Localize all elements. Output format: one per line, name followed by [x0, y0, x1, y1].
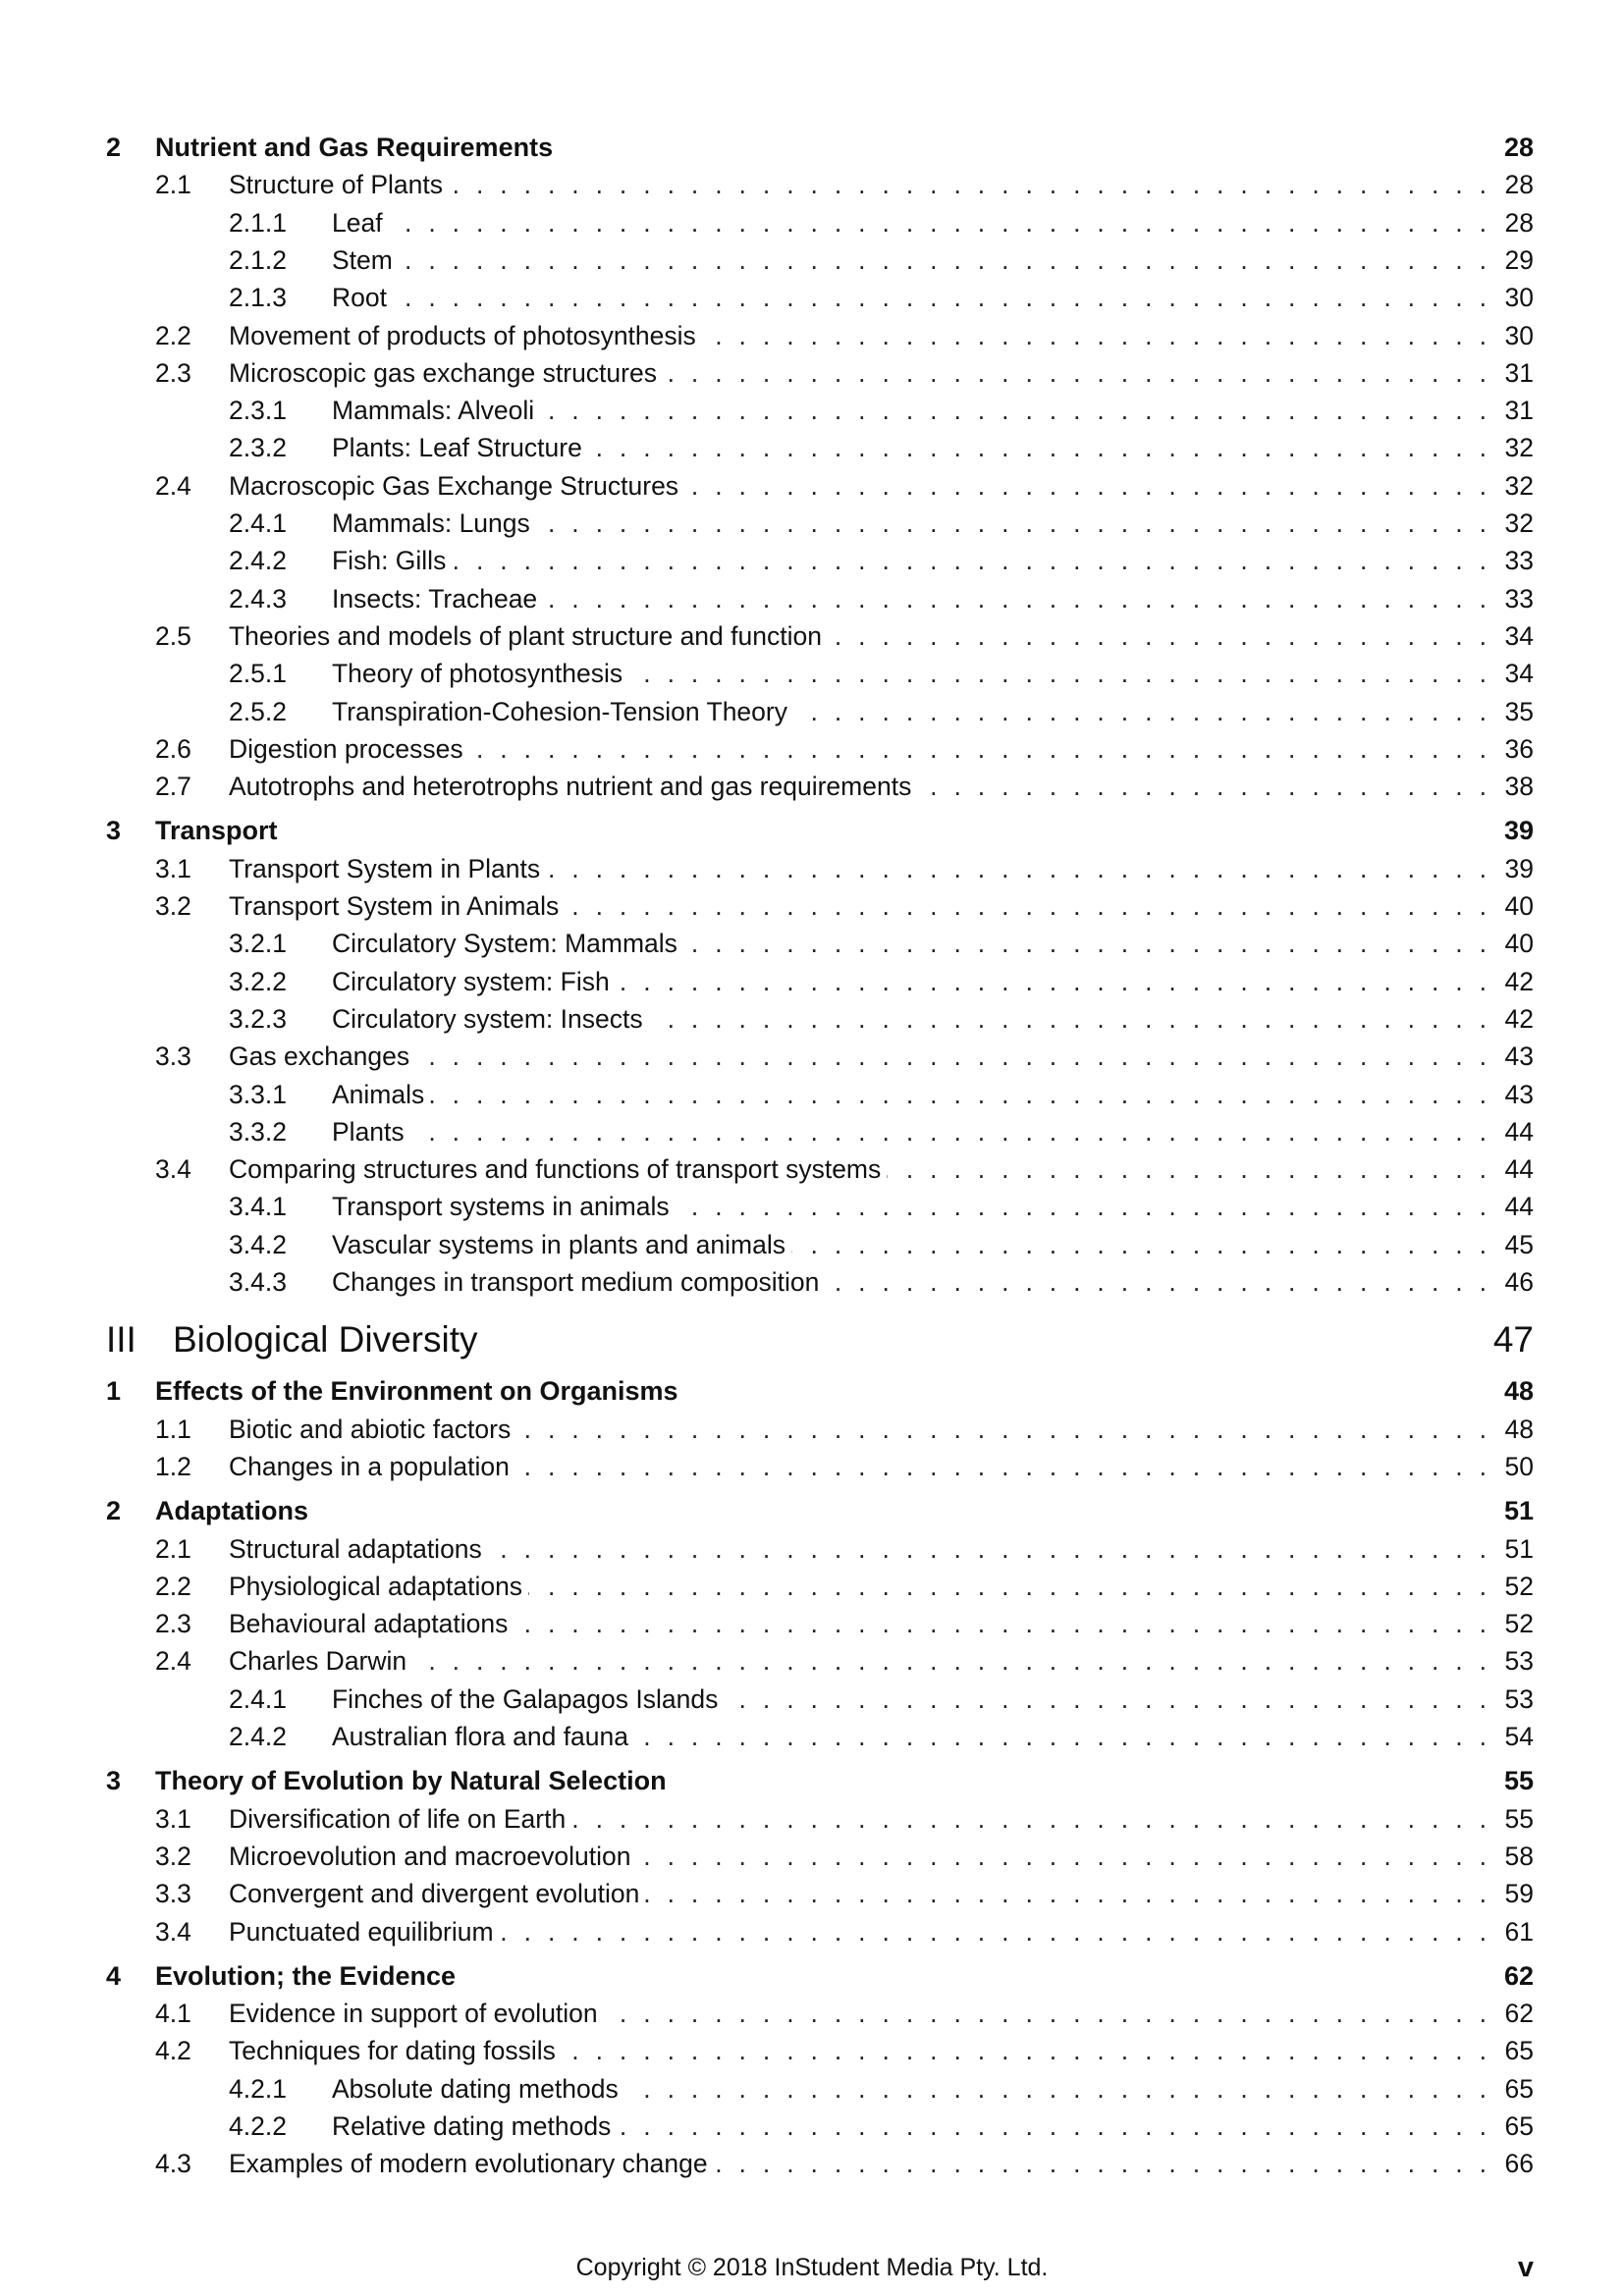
- toc-entry-page: 48: [1503, 1376, 1534, 1407]
- toc-entry-title: Transport System in Animals: [229, 887, 565, 925]
- toc-subsection-row[interactable]: [0, 925, 1624, 962]
- toc-chapter-row[interactable]: [0, 1957, 1624, 1995]
- toc-entry-number: 2.5.2: [229, 696, 287, 726]
- toc-entry-number: 2.3: [155, 357, 191, 388]
- toc-entry-page: 28: [1504, 207, 1534, 238]
- toc-entry-title: Physiological adaptations: [229, 1568, 528, 1605]
- toc-entry-title: Fish: Gills: [332, 542, 452, 579]
- toc-entry-title: Animals: [332, 1076, 430, 1113]
- toc-chapter-row[interactable]: [0, 1492, 1624, 1529]
- toc-entry-page: 53: [1504, 1683, 1534, 1714]
- toc-entry-page: 66: [1504, 2149, 1534, 2179]
- toc-part-row[interactable]: [0, 1314, 1624, 1365]
- toc-entry-title: Nutrient and Gas Requirements: [155, 129, 559, 166]
- toc-entry-title: Transport systems in animals: [332, 1188, 676, 1225]
- toc-entry-title: Relative dating methods: [332, 2108, 617, 2145]
- toc-section-row[interactable]: [0, 1411, 1624, 1448]
- toc-entry-number: 2.2: [155, 1571, 191, 1601]
- toc-entry-page: 36: [1504, 733, 1534, 764]
- toc-entry-title: Examples of modern evolutionary change: [229, 2145, 714, 2182]
- toc-entry-title: Microevolution and macroevolution: [229, 1838, 637, 1875]
- toc-entry-page: 47: [1492, 1319, 1534, 1361]
- toc-subsection-row[interactable]: [0, 429, 1624, 466]
- toc-entry-number: 2.1: [155, 170, 191, 200]
- toc-section-row[interactable]: [0, 1800, 1624, 1838]
- toc-entry-page: 52: [1504, 1609, 1534, 1639]
- toc-section-row[interactable]: [0, 1150, 1624, 1188]
- toc-entry-number: 2.5: [155, 620, 191, 651]
- toc-entry-page: 42: [1504, 1003, 1534, 1034]
- toc-entry-number: 3.4: [155, 1154, 191, 1185]
- toc-entry-title: Transpiration-Cohesion-Tension Theory: [332, 693, 793, 730]
- toc-entry-page: 39: [1504, 853, 1534, 883]
- toc-entry-page: 65: [1504, 2073, 1534, 2104]
- toc-entry-title: Finches of the Galapagos Islands: [332, 1681, 724, 1718]
- toc-entry-number: 2.1.1: [229, 207, 287, 238]
- toc-entry-page: 32: [1504, 470, 1534, 501]
- toc-entry-number: 2.1.2: [229, 244, 287, 275]
- toc-section-row[interactable]: [0, 887, 1624, 925]
- toc-entry-title: Autotrophs and heterotrophs nutrient and gas requirements: [229, 768, 917, 805]
- toc-entry-title: Convergent and divergent evolution: [229, 1875, 645, 1912]
- toc-entry-page: 30: [1504, 283, 1534, 313]
- toc-entry-page: 65: [1504, 2111, 1534, 2141]
- toc-entry-title: Gas exchanges: [229, 1038, 415, 1075]
- toc-entry-number: 4.3: [155, 2149, 191, 2179]
- toc-subsection-row[interactable]: [0, 505, 1624, 542]
- toc-entry-title: Macroscopic Gas Exchange Structures: [229, 467, 684, 505]
- toc-subsection-row[interactable]: [0, 2108, 1624, 2145]
- toc-entry-page: 28: [1504, 170, 1534, 200]
- toc-entry-title: Circulatory System: Mammals: [332, 925, 683, 962]
- toc-entry-number: 2.4.1: [229, 1683, 287, 1714]
- toc-entry-title: Digestion processes: [229, 730, 469, 768]
- toc-section-row[interactable]: [0, 1530, 1624, 1568]
- toc-entry-page: 29: [1504, 244, 1534, 275]
- toc-entry-title: Evolution; the Evidence: [155, 1957, 461, 1995]
- toc-entry-number: 3.2.1: [229, 929, 287, 959]
- toc-section-row[interactable]: [0, 1038, 1624, 1075]
- toc-entry-number: 2.4.2: [229, 546, 287, 576]
- toc-entry-page: 35: [1504, 696, 1534, 726]
- dot-leader: [332, 204, 1487, 241]
- toc-entry-title: Evidence in support of evolution: [229, 1995, 604, 2032]
- toc-entry-title: Theory of Evolution by Natural Selection: [155, 1762, 673, 1799]
- toc-entry-number: 3.3.1: [229, 1079, 287, 1109]
- toc-subsection-row[interactable]: [0, 1076, 1624, 1113]
- toc-entry-title: Plants: [332, 1113, 410, 1150]
- toc-section-row[interactable]: [0, 1568, 1624, 1605]
- toc-section-row[interactable]: [0, 850, 1624, 887]
- toc-entry-number: 3.1: [155, 1803, 191, 1834]
- toc-entry-title: Transport: [155, 812, 284, 849]
- toc-section-row[interactable]: [0, 354, 1624, 392]
- toc-subsection-row[interactable]: [0, 1718, 1624, 1755]
- toc-entry-number: 3.4.2: [229, 1229, 287, 1259]
- toc-entry-number: 3.2.2: [229, 966, 287, 996]
- toc-entry-page: 44: [1504, 1116, 1534, 1147]
- toc-section-row[interactable]: [0, 730, 1624, 768]
- toc-entry-page: 39: [1503, 816, 1534, 846]
- toc-entry-page: 34: [1504, 659, 1534, 689]
- toc-entry-number: III: [106, 1319, 136, 1361]
- toc-entry-number: 3.4.3: [229, 1267, 287, 1297]
- toc-entry-number: 3.2.3: [229, 1003, 287, 1034]
- toc-entry-number: 2.7: [155, 772, 191, 802]
- toc-entry-title: Root: [332, 279, 393, 316]
- toc-entry-page: 40: [1504, 891, 1534, 921]
- toc-subsection-row[interactable]: [0, 1226, 1624, 1263]
- toc-subsection-row[interactable]: [0, 1188, 1624, 1225]
- toc-section-row[interactable]: [0, 1875, 1624, 1912]
- toc-entry-title: Adaptations: [155, 1492, 314, 1529]
- toc-chapter-row[interactable]: [0, 129, 1624, 166]
- toc-entry-title: Charles Darwin: [229, 1642, 412, 1680]
- toc-entry-page: 51: [1503, 1496, 1534, 1526]
- toc-entry-number: 3.2: [155, 1841, 191, 1871]
- toc-section-row[interactable]: [0, 317, 1624, 354]
- toc-entry-number: 2.1.3: [229, 283, 287, 313]
- toc-entry-number: 2.3: [155, 1609, 191, 1639]
- toc-entry-title: Stem: [332, 241, 399, 279]
- toc-section-row[interactable]: [0, 617, 1624, 655]
- toc-entry-title: Biological Diversity: [173, 1314, 484, 1365]
- toc-section-row[interactable]: [0, 768, 1624, 805]
- toc-entry-page: 46: [1504, 1267, 1534, 1297]
- toc-subsection-row[interactable]: [0, 963, 1624, 1000]
- toc-entry-number: 1: [106, 1376, 122, 1407]
- toc-entry-number: 4.2: [155, 2036, 191, 2066]
- toc-entry-number: 2: [106, 1496, 122, 1526]
- toc-entry-number: 2.4: [155, 1646, 191, 1677]
- toc-subsection-row[interactable]: [0, 1113, 1624, 1150]
- toc-entry-page: 55: [1504, 1803, 1534, 1834]
- toc-entry-title: Mammals: Lungs: [332, 505, 536, 542]
- toc-entry-number: 2.6: [155, 733, 191, 764]
- dot-leader: [332, 1076, 1487, 1113]
- toc-subsection-row[interactable]: [0, 392, 1624, 429]
- toc-entry-title: Theories and models of plant structure and function: [229, 617, 828, 655]
- toc-entry-page: 45: [1504, 1229, 1534, 1259]
- toc-entry-number: 3: [106, 816, 122, 846]
- dot-leader: [229, 1038, 1487, 1075]
- toc-entry-number: 4.2.1: [229, 2073, 287, 2104]
- toc-section-row[interactable]: [0, 2145, 1624, 2182]
- toc-entry-number: 2.3.1: [229, 396, 287, 426]
- toc-section-row[interactable]: [0, 1913, 1624, 1950]
- toc-entry-page: 28: [1503, 133, 1534, 162]
- toc-subsection-row[interactable]: [0, 542, 1624, 579]
- toc-entry-title: Mammals: Alveoli: [332, 392, 540, 429]
- dot-leader: [332, 1113, 1487, 1150]
- toc-entry-title: Transport System in Plants: [229, 850, 546, 887]
- toc-section-row[interactable]: [0, 1995, 1624, 2032]
- toc-entry-page: 34: [1504, 620, 1534, 651]
- toc-entry-page: 51: [1504, 1533, 1534, 1564]
- page-number: v: [1517, 2252, 1534, 2283]
- toc-entry-number: 4.1: [155, 1999, 191, 2029]
- toc-entry-number: 3.3: [155, 1879, 191, 1909]
- toc-entry-number: 1.1: [155, 1414, 191, 1444]
- toc-entry-title: Effects of the Environment on Organisms: [155, 1372, 684, 1410]
- toc-subsection-row[interactable]: [0, 1681, 1624, 1718]
- toc-entry-page: 62: [1503, 1960, 1534, 1991]
- toc-subsection-row[interactable]: [0, 580, 1624, 617]
- toc-entry-page: 42: [1504, 966, 1534, 996]
- toc-subsection-row[interactable]: [0, 693, 1624, 730]
- toc-entry-number: 4.2.2: [229, 2111, 287, 2141]
- toc-entry-title: Structural adaptations: [229, 1530, 488, 1568]
- toc-entry-page: 43: [1504, 1079, 1534, 1109]
- toc-entry-title: Punctuated equilibrium: [229, 1913, 500, 1950]
- toc-entry-page: 32: [1504, 433, 1534, 463]
- toc-entry-title: Behavioural adaptations: [229, 1605, 514, 1642]
- toc-entry-number: 3.3: [155, 1041, 191, 1072]
- toc-entry-page: 44: [1504, 1154, 1534, 1185]
- toc-entry-number: 2.4.1: [229, 508, 287, 538]
- toc-section-row[interactable]: [0, 1838, 1624, 1875]
- toc-entry-page: 53: [1504, 1646, 1534, 1677]
- toc-entry-title: Techniques for dating fossils: [229, 2032, 562, 2069]
- toc-entry-page: 50: [1504, 1451, 1534, 1481]
- toc-entry-title: Circulatory system: Fish: [332, 963, 616, 1000]
- toc-entry-page: 65: [1504, 2036, 1534, 2066]
- toc-chapter-row[interactable]: [0, 812, 1624, 849]
- toc-entry-title: Structure of Plants: [229, 166, 449, 203]
- toc-entry-page: 43: [1504, 1041, 1534, 1072]
- toc-subsection-row[interactable]: [0, 204, 1624, 241]
- toc-entry-title: Absolute dating methods: [332, 2070, 624, 2108]
- toc-entry-page: 58: [1504, 1841, 1534, 1871]
- toc-entry-number: 2: [106, 133, 122, 162]
- toc-entry-page: 38: [1504, 772, 1534, 802]
- toc-entry-number: 2.4: [155, 470, 191, 501]
- toc-entry-page: 48: [1504, 1414, 1534, 1444]
- toc-entry-page: 40: [1504, 929, 1534, 959]
- toc-section-row[interactable]: [0, 2032, 1624, 2069]
- toc-entry-number: 3.4.1: [229, 1192, 287, 1222]
- dot-leader: [332, 542, 1487, 579]
- toc-entry-number: 3.2: [155, 891, 191, 921]
- toc-entry-number: 2.5.1: [229, 659, 287, 689]
- toc-entry-title: Circulatory system: Insects: [332, 1000, 649, 1038]
- toc-entry-title: Microscopic gas exchange structures: [229, 354, 663, 392]
- toc-entry-title: Insects: Tracheae: [332, 580, 543, 617]
- toc-subsection-row[interactable]: [0, 1000, 1624, 1038]
- toc-entry-page: 61: [1504, 1916, 1534, 1947]
- toc-entry-number: 3.1: [155, 853, 191, 883]
- toc-chapter-row[interactable]: [0, 1372, 1624, 1410]
- toc-entry-page: 33: [1504, 583, 1534, 614]
- toc-entry-number: 1.2: [155, 1451, 191, 1481]
- toc-entry-title: Plants: Leaf Structure: [332, 429, 588, 466]
- toc-section-row[interactable]: [0, 1605, 1624, 1642]
- toc-entry-title: Movement of products of photosynthesis: [229, 317, 702, 354]
- toc-entry-title: Australian flora and fauna: [332, 1718, 634, 1755]
- toc-subsection-row[interactable]: [0, 1263, 1624, 1301]
- toc-entry-page: 32: [1504, 508, 1534, 538]
- toc-entry-number: 2.2: [155, 320, 191, 350]
- toc-entry-page: 52: [1504, 1571, 1534, 1601]
- toc-section-row[interactable]: [0, 1642, 1624, 1680]
- toc-entry-number: 4: [106, 1960, 122, 1991]
- toc-entry-page: 62: [1504, 1999, 1534, 2029]
- toc-entry-page: 30: [1504, 320, 1534, 350]
- dot-leader: [332, 279, 1487, 316]
- toc-entry-title: Leaf: [332, 204, 389, 241]
- toc-entry-title: Vascular systems in plants and animals: [332, 1226, 791, 1263]
- toc-entry-number: 3.4: [155, 1916, 191, 1947]
- toc-entry-page: 31: [1504, 396, 1534, 426]
- dot-leader: [332, 241, 1487, 279]
- toc-entry-page: 54: [1504, 1722, 1534, 1751]
- toc-section-row[interactable]: [0, 1448, 1624, 1485]
- toc-subsection-row[interactable]: [0, 241, 1624, 279]
- toc-chapter-row[interactable]: [0, 1762, 1624, 1799]
- toc-entry-page: 55: [1503, 1766, 1534, 1796]
- toc-entry-number: 2.4.2: [229, 1722, 287, 1751]
- toc-entry-title: Biotic and abiotic factors: [229, 1411, 516, 1448]
- toc-entry-title: Changes in a population: [229, 1448, 515, 1485]
- toc-entry-number: 2.4.3: [229, 583, 287, 614]
- toc-entry-page: 31: [1504, 357, 1534, 388]
- copyright-text: Copyright © 2018 InStudent Media Pty. Ltd.: [575, 2254, 1049, 2281]
- toc-entry-title: Diversification of life on Earth: [229, 1800, 571, 1838]
- toc-subsection-row[interactable]: [0, 655, 1624, 692]
- page-footer: [0, 2248, 1624, 2287]
- toc-subsection-row[interactable]: [0, 2070, 1624, 2108]
- toc-entry-title: Theory of photosynthesis: [332, 655, 628, 692]
- toc-entry-number: 2.3.2: [229, 433, 287, 463]
- dot-leader: [229, 1642, 1487, 1680]
- toc-entry-title: Comparing structures and functions of transport systems: [229, 1150, 887, 1188]
- toc-entry-page: 59: [1504, 1879, 1534, 1909]
- toc-entry-number: 3.3.2: [229, 1116, 287, 1147]
- toc-entry-title: Changes in transport medium composition: [332, 1263, 825, 1301]
- toc-entry-number: 3: [106, 1766, 122, 1796]
- toc-entry-page: 44: [1504, 1192, 1534, 1222]
- toc-subsection-row[interactable]: [0, 279, 1624, 316]
- toc-entry-page: 33: [1504, 546, 1534, 576]
- toc-section-row[interactable]: [0, 166, 1624, 203]
- toc-entry-number: 2.1: [155, 1533, 191, 1564]
- toc-section-row[interactable]: [0, 467, 1624, 505]
